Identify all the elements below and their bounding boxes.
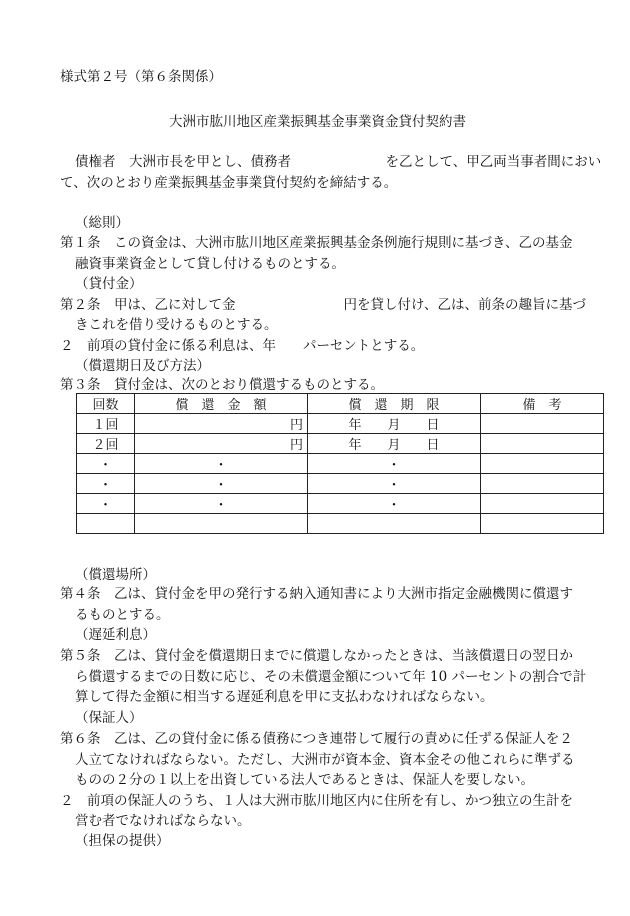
article-6-para-2-line-2: 営む者でなければならない。 [75,813,251,829]
heading-loan: （貸付金） [75,276,143,292]
cell-count: ・ [77,474,135,494]
article-3-line-1: 第３条 貸付金は、次のとおり償還するものとする。 [60,377,384,393]
article-6-line-3: ものの２分の１以上を出資している法人であるときは、保証人を要しない。 [75,772,534,788]
repayment-schedule-table [76,393,604,534]
cell-amount: 円 [135,434,308,454]
cell-count: １回 [77,414,135,434]
cell-remarks [481,494,604,514]
cell-count: ・ [77,454,135,474]
table-row [77,434,604,454]
article-2-para-2: ２ 前項の貸付金に係る利息は、年 パーセントとする。 [60,338,425,354]
table-row [77,414,604,434]
article-1-line-2: 融資事業資金として貸し付けるものとする。 [75,256,345,272]
table-row [77,474,604,494]
document-title: 大洲市肱川地区産業振興基金事業資金貸付契約書 [169,114,466,130]
article-2-line-2: きこれを借り受けるものとする。 [75,317,278,333]
cell-due-date: 年 月 日 [308,414,481,434]
cell-count [77,514,135,534]
cell-amount: ・ [135,474,308,494]
cell-count: ２回 [77,434,135,454]
article-1-line-1: 第１条 この資金は、大洲市肱川地区産業振興基金条例施行規則に基づき、乙の基金 [60,235,573,251]
cell-remarks [481,414,604,434]
article-4-line-2: るものとする。 [75,607,170,623]
cell-remarks [481,474,604,494]
article-4-line-1: 第４条 乙は、貸付金を甲の発行する納入通知書により大洲市指定金融機関に償還す [60,586,573,602]
cell-amount: ・ [135,494,308,514]
table-row [77,494,604,514]
table-row [77,454,604,474]
cell-remarks [481,454,604,474]
header-due-date: 償 還 期 限 [308,394,481,414]
article-5-line-2: ら償還するまでの日数に応じ、その未償還金額について年 10 パーセントの割合で計 [75,669,587,685]
cell-amount: 円 [135,414,308,434]
header-amount: 償 還 金 額 [135,394,308,414]
cell-amount: ・ [135,454,308,474]
heading-late-interest: （遅延利息） [75,627,156,643]
heading-repayment: （償還期日及び方法） [75,358,210,374]
cell-remarks [481,514,604,534]
form-number: 様式第２号（第６条関係） [60,69,222,85]
cell-due-date: ・ [308,494,481,514]
article-5-line-3: 算して得た金額に相当する遅延利息を甲に支払わなければならない。 [75,689,494,705]
cell-count: ・ [77,494,135,514]
cell-amount [135,514,308,534]
preamble-line-2: て、次のとおり産業振興基金事業貸付契約を締結する。 [60,175,398,191]
cell-due-date [308,514,481,534]
cell-remarks [481,434,604,454]
heading-guarantor: （保証人） [75,710,143,726]
article-6-para-2-line-1: ２ 前項の保証人のうち、１人は大洲市肱川地区内に住所を有し、かつ独立の生計を [60,793,573,809]
heading-collateral: （担保の提供） [75,833,170,849]
cell-due-date: ・ [308,474,481,494]
article-6-line-2: 人立てなければならない。ただし、大洲市が資本金、資本金その他これらに準ずる [75,752,575,768]
cell-due-date: 年 月 日 [308,434,481,454]
header-count: 回数 [77,394,135,414]
article-2-line-1: 第２条 甲は、乙に対して金 円を貸し付け、乙は、前条の趣旨に基づ [60,297,586,313]
cell-due-date: ・ [308,454,481,474]
table-row [77,514,604,534]
article-5-line-1: 第５条 乙は、貸付金を償還期日までに償還しなかったときは、当該償還日の翌日か [60,648,573,664]
heading-place: （償還場所） [75,567,156,583]
header-remarks: 備 考 [481,394,604,414]
heading-general: （総則） [75,215,129,231]
table-header-row [77,394,604,414]
preamble-line-1: 債権者 大洲市長を甲とし、債務者 を乙として、甲乙両当事者間におい [75,154,602,170]
article-6-line-1: 第６条 乙は、乙の貸付金に係る債務につき連帯して履行の責めに任ずる保証人を２ [60,731,573,747]
